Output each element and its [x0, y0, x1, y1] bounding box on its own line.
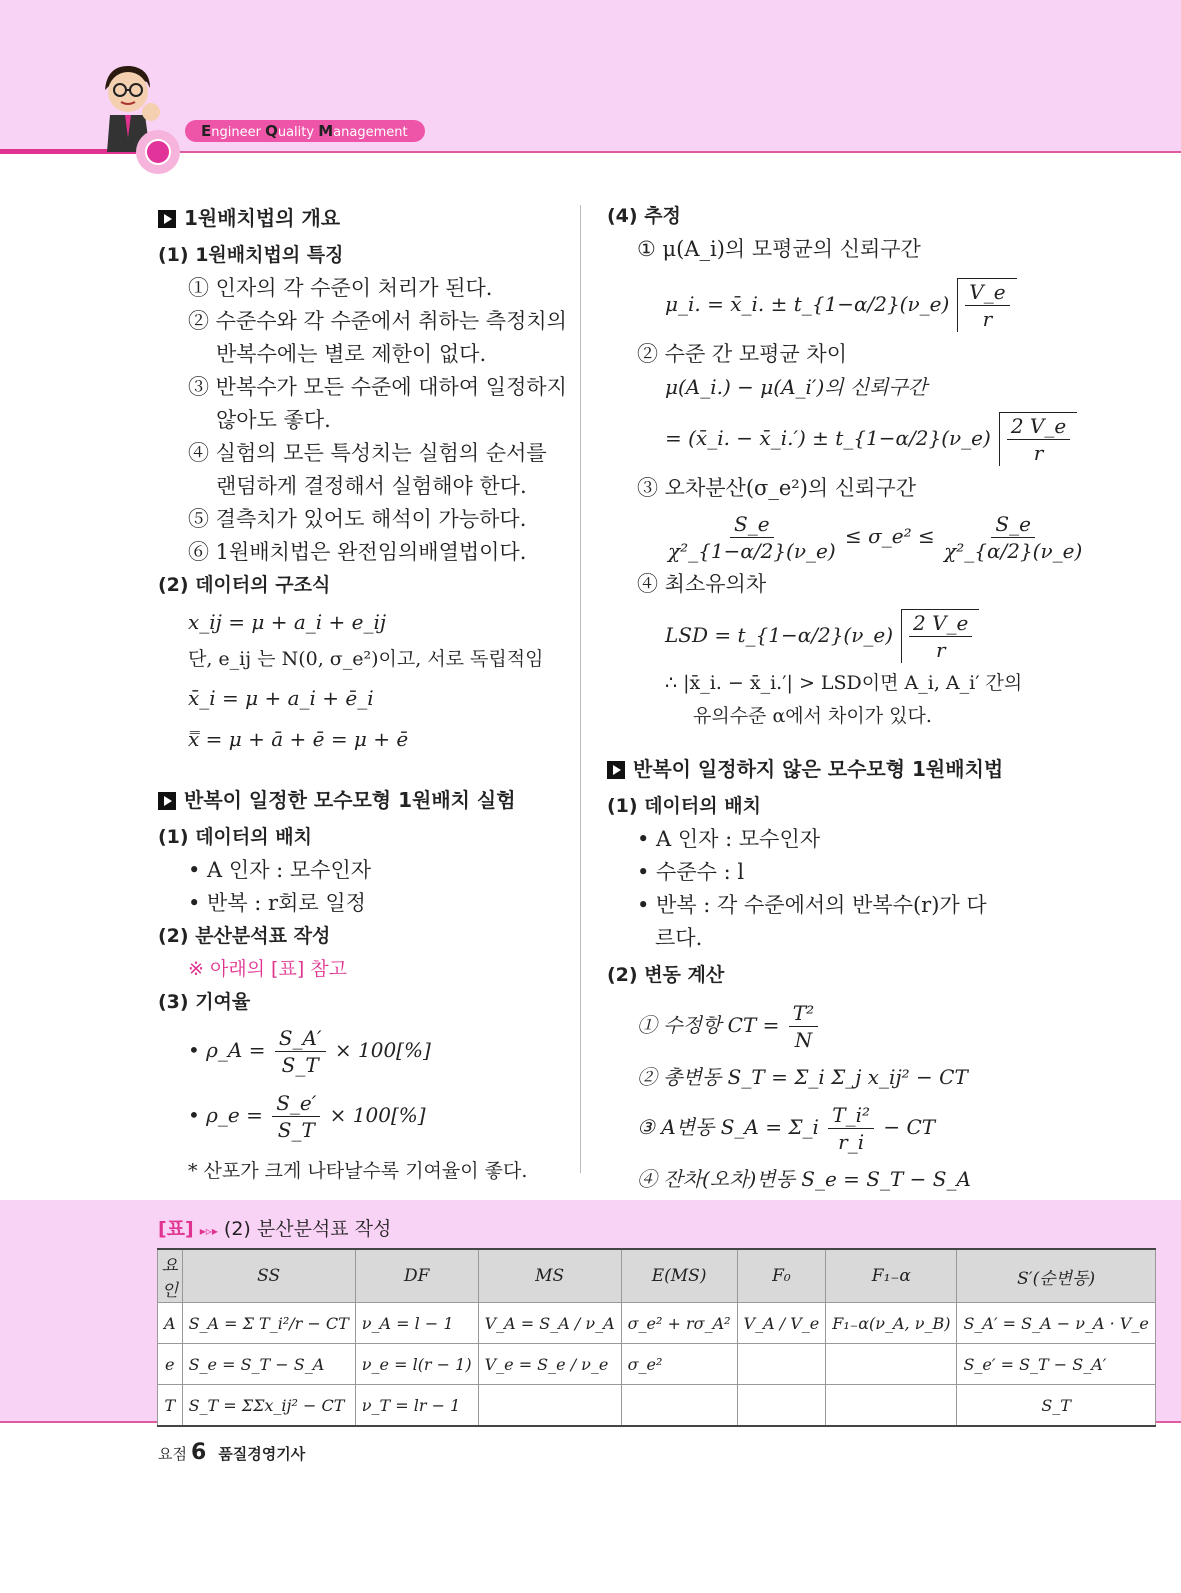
- formula-mean-ci: [607, 278, 1007, 332]
- table-cell: [826, 1344, 957, 1385]
- denominator: r: [982, 307, 993, 331]
- formula-lsd: [607, 609, 1007, 663]
- formula-rhs: × 100[%]: [334, 1038, 431, 1062]
- fraction: [909, 610, 972, 663]
- fraction: [275, 1025, 326, 1078]
- formula-se: ④ 잔차(오차)변동 S_e = S_T − S_A: [637, 1167, 971, 1191]
- list-item-cont: 랜덤하게 결정해서 실험해야 한다.: [216, 474, 527, 498]
- column-divider: [580, 205, 581, 1173]
- page-footer: [158, 1440, 305, 1465]
- formula-ct: [607, 1000, 1007, 1053]
- formula-sa: [607, 1102, 1007, 1155]
- table-cell: F₁₋α(ν_A, ν_B): [826, 1303, 957, 1344]
- numerator: T_i²: [828, 1102, 874, 1129]
- list-item: ② 수준수와 각 수준에서 취하는 측정치의: [188, 309, 567, 333]
- denominator: r_i: [838, 1130, 865, 1154]
- column-header: F₀: [737, 1249, 826, 1303]
- denominator: S_T: [277, 1118, 315, 1142]
- denominator: χ²_{1−α/2}(ν_e): [668, 539, 836, 563]
- denominator: r: [1033, 441, 1044, 465]
- fraction: [789, 1000, 818, 1053]
- sqrt-radical: [957, 278, 1016, 332]
- table-cell: [737, 1344, 826, 1385]
- brand-word-management: anagement: [333, 125, 408, 140]
- subheading: (1) 1원배치법의 특징: [158, 244, 344, 266]
- numerator: T²: [789, 1000, 818, 1027]
- bullet-item: • 반복 : r회로 일정: [188, 891, 366, 915]
- numerator: V_e: [965, 279, 1009, 306]
- formula-text: 유의수준 α에서 차이가 있다.: [693, 705, 932, 727]
- formula-rho-e: [158, 1090, 566, 1143]
- table-caption: [158, 1214, 391, 1241]
- list-item: ④ 실험의 모든 특성치는 실험의 순서를: [188, 441, 547, 465]
- formula-text: ∴ |x̄_i. − x̄_i.′| > LSD이면 A_i, A_i′ 간의: [665, 672, 1023, 694]
- column-header: MS: [478, 1249, 621, 1303]
- list-item: ① μ(A_i)의 모평균의 신뢰구간: [637, 237, 921, 261]
- formula-lhs: = (x̄_i. − x̄_i.′) ± t_{1−α/2}(ν_e): [665, 426, 991, 450]
- table-tag: [표]: [158, 1218, 194, 1240]
- fraction: [1007, 413, 1070, 466]
- numerator: S_A′: [275, 1025, 326, 1052]
- formula-diff-ci: [607, 412, 1067, 466]
- denominator: N: [794, 1028, 813, 1052]
- formula-mid: ≤ σ_e² ≤: [845, 524, 935, 548]
- formula-lhs: ① 수정항 CT =: [637, 1013, 780, 1037]
- left-column: [158, 200, 566, 1188]
- table-cell: [621, 1385, 737, 1427]
- list-item: ③ 오차분산(σ_e²)의 신뢰구간: [637, 476, 916, 500]
- header-circle-inner: [145, 139, 171, 165]
- column-header: DF: [355, 1249, 478, 1303]
- column-header: 요 인: [158, 1249, 183, 1303]
- section-heading: [158, 784, 566, 817]
- brand-initial-q: Q: [265, 122, 278, 140]
- section-title: 반복이 일정한 모수모형 1원배치 실험: [184, 788, 516, 812]
- formula-lhs: ③ A변동 S_A = Σ_i: [637, 1115, 819, 1139]
- table-cell: ν_e = l(r − 1): [355, 1344, 478, 1385]
- column-header: S′(순변동): [957, 1249, 1155, 1303]
- column-header: F₁₋α: [826, 1249, 957, 1303]
- table-cell: S_e = S_T − S_A: [182, 1344, 355, 1385]
- sqrt-radical: [901, 609, 979, 663]
- subheading: (4) 추정: [607, 205, 681, 227]
- list-item-cont: 반복수에는 별로 제한이 없다.: [216, 342, 487, 366]
- table-cell: V_e = S_e / ν_e: [478, 1344, 621, 1385]
- column-header: SS: [182, 1249, 355, 1303]
- brand-word-quality: uality: [277, 125, 319, 140]
- fraction: [828, 1102, 874, 1155]
- right-column: [607, 200, 1083, 1196]
- header-band: [0, 0, 1181, 152]
- book-title: 품질경영기사: [218, 1445, 306, 1463]
- fraction: [668, 511, 836, 564]
- table-cell: S_A = Σ T_i²/r − CT: [182, 1303, 355, 1344]
- section-title: 1원배치법의 개요: [184, 206, 341, 230]
- bullet-item-cont: 르다.: [655, 926, 703, 950]
- formula-lhs: • ρ_e =: [188, 1103, 263, 1127]
- formula: x̄_i = μ + a_i + ē_i: [188, 686, 374, 710]
- numerator: 2 V_e: [909, 610, 972, 637]
- formula-var-ci: [607, 511, 1083, 564]
- table-row: [158, 1344, 1156, 1385]
- section-heading: [158, 202, 566, 235]
- subheading: (2) 변동 계산: [607, 964, 725, 986]
- footnote: * 산포가 크게 나타날수록 기여율이 좋다.: [188, 1160, 528, 1182]
- formula-text: 단, e_ij 는 N(0, σ_e²)이고, 서로 독립적임: [188, 648, 544, 670]
- subheading: (3) 기여율: [158, 991, 251, 1013]
- fraction: [965, 279, 1009, 332]
- table-cell: S_T = ΣΣx_ij² − CT: [182, 1385, 355, 1427]
- denominator: r: [935, 638, 946, 662]
- table-cell: A: [158, 1303, 183, 1344]
- list-item: ⑥ 1원배치법은 완전임의배열법이다.: [188, 540, 527, 564]
- table-row: [158, 1385, 1156, 1427]
- table-cell: [478, 1385, 621, 1427]
- table-row: [158, 1303, 1156, 1344]
- section-heading: [607, 753, 1007, 786]
- fraction: [944, 511, 1082, 564]
- table-header-row: [158, 1249, 1156, 1303]
- table-title: (2) 분산분석표 작성: [223, 1218, 392, 1240]
- table-cell: S_T: [957, 1385, 1155, 1427]
- table-cell: [826, 1385, 957, 1427]
- numerator: S_e′: [272, 1090, 320, 1117]
- brand-initial-m: M: [318, 122, 334, 140]
- formula-rhs: − CT: [883, 1115, 936, 1139]
- table-cell: S_A′ = S_A − ν_A · V_e: [957, 1303, 1155, 1344]
- formula-lhs: μ_i. = x̄_i. ± t_{1−α/2}(ν_e): [665, 292, 950, 316]
- numerator: S_e: [991, 511, 1035, 538]
- list-item-cont: 않아도 좋다.: [216, 408, 331, 432]
- table-cell: σ_e² + rσ_A²: [621, 1303, 737, 1344]
- table-cell: T: [158, 1385, 183, 1427]
- heading-arrow-icon: [158, 792, 176, 810]
- subheading: (1) 데이터의 배치: [158, 826, 312, 848]
- bullet-item: • A 인자 : 모수인자: [188, 858, 372, 882]
- bullet-item: • 수준수 : l: [637, 860, 745, 884]
- series-banner: [185, 120, 425, 142]
- list-item: ② 수준 간 모평균 차이: [637, 342, 847, 366]
- formula-lhs: LSD = t_{1−α/2}(ν_e): [665, 623, 894, 647]
- heading-arrow-icon: [158, 210, 176, 228]
- formula-rho-a: [158, 1025, 566, 1078]
- sqrt-radical: [999, 412, 1077, 466]
- table-cell: ν_T = lr − 1: [355, 1385, 478, 1427]
- brand-initial-e: E: [201, 122, 212, 140]
- subheading: (2) 데이터의 구조식: [158, 574, 331, 596]
- denominator: S_T: [281, 1053, 319, 1077]
- formula: x_ij = μ + a_i + e_ij: [188, 610, 387, 634]
- table-cell: ν_A = l − 1: [355, 1303, 478, 1344]
- numerator: S_e: [730, 511, 774, 538]
- table-reference-note: ※ 아래의 [표] 참고: [188, 958, 347, 980]
- numerator: 2 V_e: [1007, 413, 1070, 440]
- list-item: ⑤ 결측치가 있어도 해석이 가능하다.: [188, 507, 527, 531]
- formula-text: μ(A_i.) − μ(A_i′)의 신뢰구간: [665, 375, 928, 399]
- list-item: ④ 최소유의차: [637, 572, 767, 596]
- brand-word-engineer: ngineer: [211, 125, 266, 140]
- fraction: [272, 1090, 320, 1143]
- bullet-item: • 반복 : 각 수준에서의 반복수(r)가 다: [637, 893, 987, 917]
- list-item: ① 인자의 각 수준이 처리가 된다.: [188, 276, 493, 300]
- table-cell: V_A / V_e: [737, 1303, 826, 1344]
- arrow-icon: ▸▹▸: [199, 1224, 218, 1238]
- bullet-item: • A 인자 : 모수인자: [637, 827, 821, 851]
- page-number: 6: [190, 1440, 207, 1465]
- list-item: ③ 반복수가 모든 수준에 대하여 일정하지: [188, 375, 567, 399]
- table-cell: σ_e²: [621, 1344, 737, 1385]
- heading-arrow-icon: [607, 761, 625, 779]
- anova-table: [157, 1248, 1156, 1427]
- table-cell: V_A = S_A / ν_A: [478, 1303, 621, 1344]
- subheading: (2) 분산분석표 작성: [158, 925, 331, 947]
- formula-rhs: × 100[%]: [329, 1103, 426, 1127]
- denominator: χ²_{α/2}(ν_e): [944, 539, 1083, 563]
- section-title: 반복이 일정하지 않은 모수모형 1원배치법: [633, 757, 1004, 781]
- table-cell: e: [158, 1344, 183, 1385]
- table-cell: [737, 1385, 826, 1427]
- footer-label: 요점: [158, 1445, 187, 1463]
- table-cell: S_e′ = S_T − S_A′: [957, 1344, 1155, 1385]
- column-header: E(MS): [621, 1249, 737, 1303]
- formula: x̿ = μ + ā + ē = μ + ē: [188, 727, 409, 751]
- formula-st: ② 총변동 S_T = Σ_i Σ_j x_ij² − CT: [637, 1065, 968, 1089]
- subheading: (1) 데이터의 배치: [607, 795, 761, 817]
- formula-lhs: • ρ_A =: [188, 1038, 266, 1062]
